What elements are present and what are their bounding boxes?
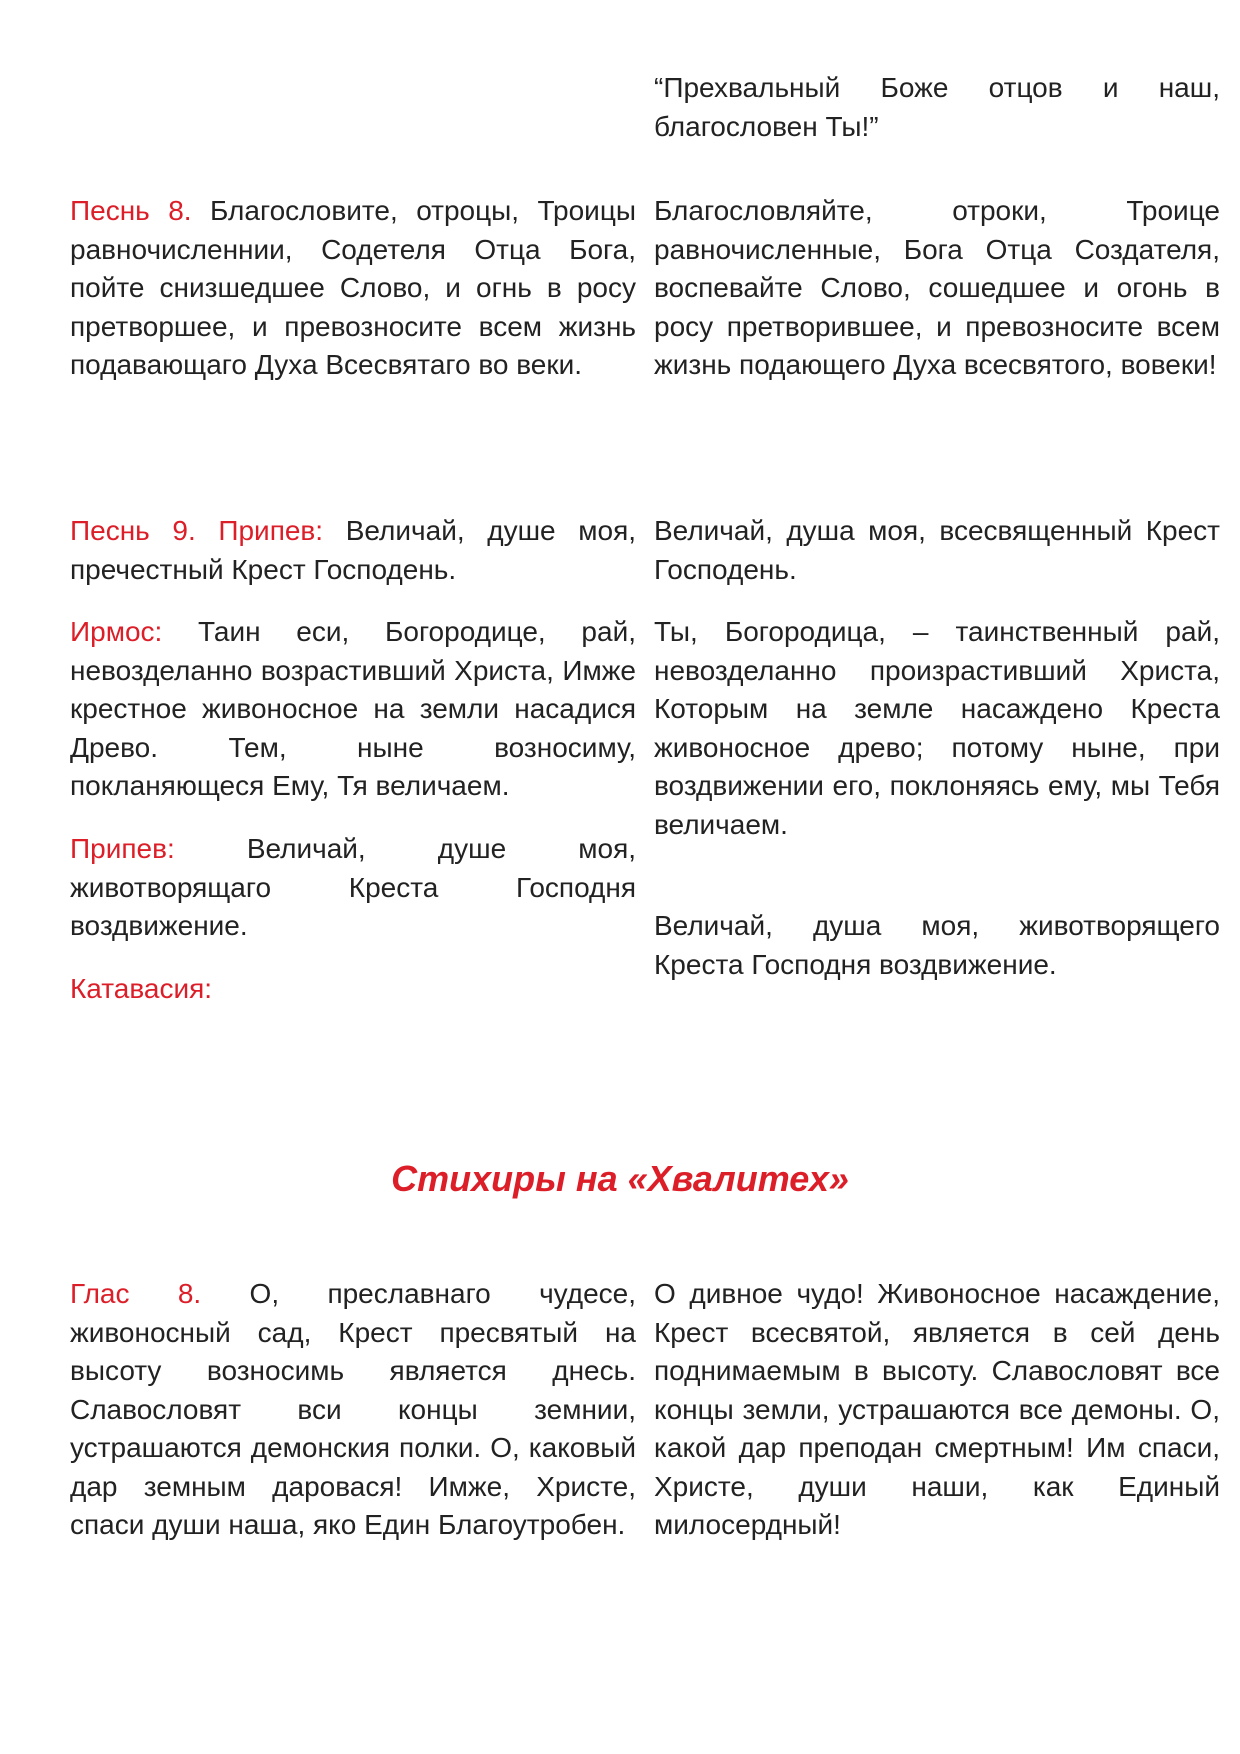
refrain-label: Припев: [70, 833, 175, 864]
song9-left-text: Величай, душе моя, пречестный Крест Господень. [70, 515, 637, 585]
refrain-left-text: Величай, душе моя, животворящаго Креста Господня воздвижение. [70, 833, 637, 941]
irmos-label: Ирмос: [70, 616, 163, 647]
katavasia-label: Катавасия: [70, 973, 213, 1004]
glas8-church-slavonic [70, 1275, 636, 1545]
glas8-label: Глас 8. [70, 1278, 202, 1309]
katavasia-label-paragraph [70, 970, 636, 1009]
irmos-translation: Ты, Богородица, – таинственный рай, невозделанно произрастивший Христа, Которым на земле насаждено Креста живоносное древо; потому ныне, при воздвижении его, поклоняясь ему, мы Тебя величаем. [654, 616, 1220, 840]
song8-left-text: Благословите, отроцы, Троицы равночисленнии, Содетеля Отца Бога, пойте снизшедшее Слово, и огнь в росу претворшее, и превозносите всем жизнь подавающаго Духа Всесвятаго во веки. [70, 195, 636, 380]
song9-translation: Величай, душа моя, всесвященный Крест Господень. [654, 515, 1220, 585]
section-heading: Стихиры на «Хвалитех» [391, 1158, 849, 1199]
irmos-left-text: Таин еси, Богородице, рай, невозделанно возрастивший Христа, Имже крестное живоносное на земли насадися Древо. Тем, ныне возносиму, покланяющеся Ему, Тя величаем. [70, 616, 636, 801]
song8-label: Песнь 8. [70, 195, 192, 226]
song8-church-slavonic [70, 192, 636, 385]
song8-translation: Благословляйте, отроки, Троице равночисленные, Бога Отца Создателя, воспевайте Слово, сошедшее и огонь в росу претворившее, и превозносите всем жизнь подающего Духа всесвятого, вовеки! [654, 195, 1220, 380]
irmos-church-slavonic [70, 613, 636, 806]
song9-label: Песнь 9. Припев: [70, 515, 324, 546]
glas8-translation: О дивное чудо! Живоносное насаждение, Крест всесвятой, является в сей день поднимаемым в высоту. Славословят все концы земли, устрашаются все демоны. О, какой дар преподан смертным! Им спаси, Христе, души наши, как Единый милосердный! [654, 1278, 1220, 1540]
glas8-left-text: О, преславнаго чудесе, живоносный сад, Крест пресвятый на высоту возносимь является днесь. Славословят вси концы земнии, устрашаются демонския полки. О, каковый дар земным даровася! Имже, Христе, спаси души наша, яко Един Благоутробен. [70, 1278, 636, 1540]
song9-church-slavonic [70, 512, 636, 589]
refrain-translation: Величай, душа моя, животворящего Креста Господня воздвижение. [654, 910, 1220, 980]
refrain-church-slavonic [70, 830, 636, 946]
intro-hymn-translation: “Прехвальный Боже отцов и наш, благословен Ты!” [654, 72, 1220, 142]
